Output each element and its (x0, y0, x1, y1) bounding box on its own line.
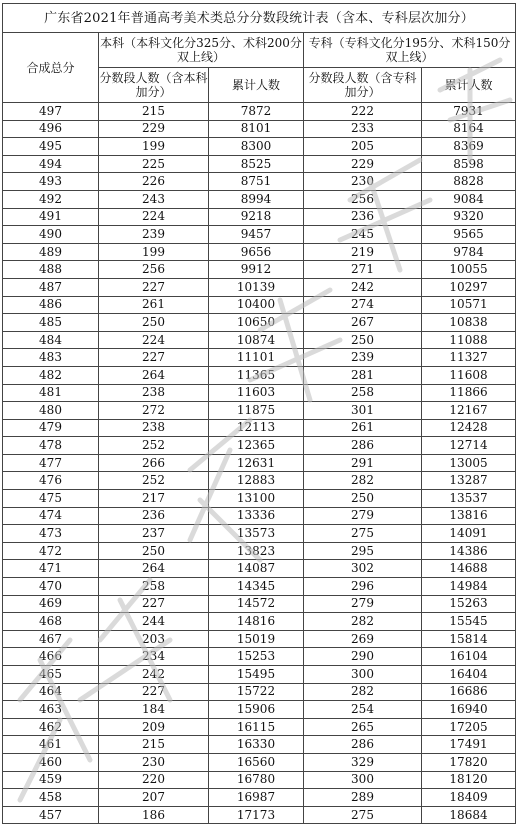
table-row (3, 437, 516, 455)
cell-benke-cumulative: 13823 (209, 542, 304, 560)
table-row (3, 525, 516, 543)
cell-benke-cumulative: 16987 (209, 789, 304, 807)
header-zhuanke: 专科（专科文化分195分、术科150分双上线） (304, 33, 516, 68)
cell-zhuanke-count: 302 (304, 560, 422, 578)
cell-benke-count: 220 (99, 771, 209, 789)
header-zhuanke-cumulative: 累计人数 (422, 68, 516, 103)
cell-benke-count: 199 (99, 138, 209, 156)
cell-total-score: 458 (3, 789, 99, 807)
cell-total-score: 468 (3, 613, 99, 631)
table-row (3, 454, 516, 472)
table-title: 广东省2021年普通高考美术类总分分数段统计表（含本、专科层次加分） (3, 4, 516, 33)
header-zhuanke-count: 分数段人数（含专科加分） (304, 68, 422, 103)
cell-zhuanke-cumulative: 18409 (422, 789, 516, 807)
cell-zhuanke-cumulative: 9565 (422, 226, 516, 244)
cell-benke-cumulative: 10650 (209, 314, 304, 332)
cell-zhuanke-count: 254 (304, 701, 422, 719)
table-row (3, 226, 516, 244)
table-row (3, 190, 516, 208)
cell-zhuanke-count: 295 (304, 542, 422, 560)
cell-benke-count: 215 (99, 103, 209, 121)
table-row (3, 261, 516, 279)
cell-benke-cumulative: 16115 (209, 718, 304, 736)
cell-benke-count: 234 (99, 648, 209, 666)
table-row (3, 472, 516, 490)
table-row (3, 419, 516, 437)
table-row (3, 208, 516, 226)
cell-benke-count: 261 (99, 296, 209, 314)
table-row (3, 243, 516, 261)
cell-zhuanke-cumulative: 8598 (422, 155, 516, 173)
table-row (3, 402, 516, 420)
cell-total-score: 487 (3, 278, 99, 296)
cell-benke-cumulative: 12631 (209, 454, 304, 472)
cell-total-score: 466 (3, 648, 99, 666)
table-row (3, 296, 516, 314)
cell-zhuanke-cumulative: 13005 (422, 454, 516, 472)
table-row (3, 613, 516, 631)
cell-zhuanke-count: 236 (304, 208, 422, 226)
cell-benke-count: 224 (99, 208, 209, 226)
table-row (3, 683, 516, 701)
cell-total-score: 477 (3, 454, 99, 472)
cell-zhuanke-cumulative: 17820 (422, 753, 516, 771)
cell-benke-cumulative: 10874 (209, 331, 304, 349)
cell-benke-count: 256 (99, 261, 209, 279)
table-body (3, 103, 516, 824)
cell-total-score: 465 (3, 666, 99, 684)
table-row (3, 771, 516, 789)
cell-benke-count: 252 (99, 472, 209, 490)
cell-benke-count: 209 (99, 718, 209, 736)
cell-zhuanke-cumulative: 17205 (422, 718, 516, 736)
cell-zhuanke-count: 289 (304, 789, 422, 807)
cell-benke-count: 236 (99, 507, 209, 525)
table-row (3, 490, 516, 508)
cell-zhuanke-count: 301 (304, 402, 422, 420)
cell-benke-cumulative: 14345 (209, 578, 304, 596)
cell-zhuanke-count: 265 (304, 718, 422, 736)
table-row (3, 666, 516, 684)
table-title-row (3, 4, 516, 33)
cell-benke-count: 238 (99, 384, 209, 402)
cell-benke-count: 250 (99, 314, 209, 332)
cell-benke-count: 272 (99, 402, 209, 420)
cell-zhuanke-cumulative: 15263 (422, 595, 516, 613)
cell-zhuanke-cumulative: 9320 (422, 208, 516, 226)
cell-total-score: 483 (3, 349, 99, 367)
cell-zhuanke-cumulative: 11327 (422, 349, 516, 367)
cell-benke-cumulative: 10139 (209, 278, 304, 296)
table-row (3, 331, 516, 349)
cell-benke-count: 242 (99, 666, 209, 684)
cell-zhuanke-cumulative: 17491 (422, 736, 516, 754)
cell-zhuanke-count: 329 (304, 753, 422, 771)
cell-benke-count: 264 (99, 560, 209, 578)
cell-zhuanke-cumulative: 16686 (422, 683, 516, 701)
cell-zhuanke-cumulative: 9784 (422, 243, 516, 261)
cell-total-score: 463 (3, 701, 99, 719)
cell-zhuanke-count: 275 (304, 525, 422, 543)
cell-total-score: 484 (3, 331, 99, 349)
cell-zhuanke-count: 300 (304, 771, 422, 789)
cell-benke-cumulative: 10400 (209, 296, 304, 314)
cell-zhuanke-count: 282 (304, 472, 422, 490)
cell-zhuanke-count: 242 (304, 278, 422, 296)
header-row-1 (3, 33, 516, 68)
cell-benke-count: 266 (99, 454, 209, 472)
cell-benke-cumulative: 7872 (209, 103, 304, 121)
cell-total-score: 482 (3, 366, 99, 384)
cell-benke-count: 230 (99, 753, 209, 771)
cell-total-score: 497 (3, 103, 99, 121)
score-distribution-table (2, 3, 516, 824)
cell-benke-count: 186 (99, 806, 209, 824)
table-row (3, 701, 516, 719)
cell-total-score: 479 (3, 419, 99, 437)
cell-zhuanke-cumulative: 10838 (422, 314, 516, 332)
cell-zhuanke-count: 245 (304, 226, 422, 244)
cell-benke-count: 227 (99, 349, 209, 367)
cell-zhuanke-count: 230 (304, 173, 422, 191)
cell-benke-cumulative: 14816 (209, 613, 304, 631)
cell-zhuanke-cumulative: 16404 (422, 666, 516, 684)
cell-benke-cumulative: 8994 (209, 190, 304, 208)
cell-zhuanke-count: 205 (304, 138, 422, 156)
cell-zhuanke-cumulative: 11866 (422, 384, 516, 402)
cell-benke-cumulative: 14572 (209, 595, 304, 613)
cell-benke-cumulative: 15253 (209, 648, 304, 666)
cell-zhuanke-cumulative: 14386 (422, 542, 516, 560)
cell-total-score: 467 (3, 630, 99, 648)
cell-total-score: 457 (3, 806, 99, 824)
table-row (3, 718, 516, 736)
table-row (3, 384, 516, 402)
header-total-score: 合成总分 (3, 33, 99, 103)
cell-zhuanke-cumulative: 18684 (422, 806, 516, 824)
cell-zhuanke-cumulative: 12167 (422, 402, 516, 420)
cell-total-score: 493 (3, 173, 99, 191)
cell-zhuanke-cumulative: 14091 (422, 525, 516, 543)
cell-benke-count: 250 (99, 542, 209, 560)
cell-benke-cumulative: 14087 (209, 560, 304, 578)
cell-zhuanke-cumulative: 7931 (422, 103, 516, 121)
cell-benke-cumulative: 16560 (209, 753, 304, 771)
cell-zhuanke-count: 233 (304, 120, 422, 138)
cell-zhuanke-cumulative: 10055 (422, 261, 516, 279)
cell-zhuanke-cumulative: 12428 (422, 419, 516, 437)
cell-zhuanke-cumulative: 11088 (422, 331, 516, 349)
table-row (3, 595, 516, 613)
table-row (3, 507, 516, 525)
cell-zhuanke-cumulative: 15545 (422, 613, 516, 631)
cell-benke-count: 184 (99, 701, 209, 719)
cell-benke-cumulative: 12365 (209, 437, 304, 455)
cell-zhuanke-count: 275 (304, 806, 422, 824)
cell-benke-cumulative: 8751 (209, 173, 304, 191)
table-row (3, 578, 516, 596)
table-row (3, 736, 516, 754)
header-benke-count: 分数段人数（含本科加分） (99, 68, 209, 103)
cell-benke-cumulative: 15495 (209, 666, 304, 684)
cell-benke-count: 203 (99, 630, 209, 648)
cell-benke-count: 227 (99, 595, 209, 613)
cell-zhuanke-count: 269 (304, 630, 422, 648)
cell-benke-cumulative: 8101 (209, 120, 304, 138)
cell-zhuanke-cumulative: 8828 (422, 173, 516, 191)
cell-total-score: 492 (3, 190, 99, 208)
cell-total-score: 462 (3, 718, 99, 736)
cell-total-score: 459 (3, 771, 99, 789)
cell-benke-count: 264 (99, 366, 209, 384)
table-row (3, 349, 516, 367)
cell-benke-cumulative: 16330 (209, 736, 304, 754)
header-benke-cumulative: 累计人数 (209, 68, 304, 103)
cell-zhuanke-cumulative: 16940 (422, 701, 516, 719)
cell-zhuanke-cumulative: 8369 (422, 138, 516, 156)
table-row (3, 789, 516, 807)
cell-zhuanke-count: 300 (304, 666, 422, 684)
cell-zhuanke-count: 281 (304, 366, 422, 384)
cell-total-score: 470 (3, 578, 99, 596)
cell-zhuanke-cumulative: 12714 (422, 437, 516, 455)
cell-total-score: 486 (3, 296, 99, 314)
cell-zhuanke-count: 279 (304, 507, 422, 525)
cell-zhuanke-cumulative: 10297 (422, 278, 516, 296)
cell-total-score: 474 (3, 507, 99, 525)
cell-total-score: 491 (3, 208, 99, 226)
cell-zhuanke-cumulative: 13816 (422, 507, 516, 525)
cell-benke-cumulative: 13336 (209, 507, 304, 525)
cell-total-score: 473 (3, 525, 99, 543)
cell-total-score: 471 (3, 560, 99, 578)
cell-zhuanke-cumulative: 10571 (422, 296, 516, 314)
cell-zhuanke-cumulative: 18120 (422, 771, 516, 789)
cell-zhuanke-cumulative: 14984 (422, 578, 516, 596)
cell-zhuanke-count: 239 (304, 349, 422, 367)
cell-benke-count: 207 (99, 789, 209, 807)
cell-zhuanke-count: 279 (304, 595, 422, 613)
table-row (3, 542, 516, 560)
cell-total-score: 469 (3, 595, 99, 613)
cell-benke-cumulative: 9218 (209, 208, 304, 226)
cell-benke-cumulative: 9457 (209, 226, 304, 244)
cell-benke-count: 199 (99, 243, 209, 261)
cell-zhuanke-cumulative: 8164 (422, 120, 516, 138)
table-row (3, 278, 516, 296)
cell-benke-count: 224 (99, 331, 209, 349)
cell-benke-count: 239 (99, 226, 209, 244)
cell-benke-count: 229 (99, 120, 209, 138)
cell-total-score: 472 (3, 542, 99, 560)
cell-benke-count: 244 (99, 613, 209, 631)
cell-zhuanke-count: 296 (304, 578, 422, 596)
cell-total-score: 489 (3, 243, 99, 261)
cell-benke-cumulative: 8525 (209, 155, 304, 173)
cell-benke-cumulative: 13100 (209, 490, 304, 508)
cell-benke-cumulative: 15906 (209, 701, 304, 719)
cell-benke-cumulative: 9656 (209, 243, 304, 261)
cell-total-score: 494 (3, 155, 99, 173)
cell-zhuanke-cumulative: 9084 (422, 190, 516, 208)
cell-zhuanke-cumulative: 14688 (422, 560, 516, 578)
table-row (3, 103, 516, 121)
table-row (3, 314, 516, 332)
cell-zhuanke-count: 267 (304, 314, 422, 332)
cell-benke-cumulative: 15722 (209, 683, 304, 701)
table-row (3, 560, 516, 578)
cell-benke-cumulative: 16780 (209, 771, 304, 789)
cell-zhuanke-count: 286 (304, 437, 422, 455)
cell-zhuanke-count: 290 (304, 648, 422, 666)
cell-benke-cumulative: 12113 (209, 419, 304, 437)
table-row (3, 753, 516, 771)
cell-total-score: 476 (3, 472, 99, 490)
cell-benke-count: 227 (99, 278, 209, 296)
cell-benke-count: 226 (99, 173, 209, 191)
table-row (3, 366, 516, 384)
cell-zhuanke-cumulative: 15814 (422, 630, 516, 648)
cell-benke-count: 238 (99, 419, 209, 437)
cell-zhuanke-count: 222 (304, 103, 422, 121)
cell-benke-cumulative: 9912 (209, 261, 304, 279)
cell-total-score: 480 (3, 402, 99, 420)
cell-total-score: 460 (3, 753, 99, 771)
table-row (3, 173, 516, 191)
cell-benke-cumulative: 13573 (209, 525, 304, 543)
cell-zhuanke-count: 271 (304, 261, 422, 279)
cell-zhuanke-count: 274 (304, 296, 422, 314)
cell-benke-cumulative: 11365 (209, 366, 304, 384)
cell-benke-cumulative: 11875 (209, 402, 304, 420)
cell-benke-count: 237 (99, 525, 209, 543)
cell-zhuanke-count: 291 (304, 454, 422, 472)
cell-benke-cumulative: 11603 (209, 384, 304, 402)
table-row (3, 806, 516, 824)
table-row (3, 155, 516, 173)
table-row (3, 138, 516, 156)
table-row (3, 648, 516, 666)
cell-benke-count: 227 (99, 683, 209, 701)
cell-zhuanke-count: 250 (304, 331, 422, 349)
cell-total-score: 485 (3, 314, 99, 332)
cell-benke-count: 217 (99, 490, 209, 508)
cell-zhuanke-count: 256 (304, 190, 422, 208)
cell-benke-count: 225 (99, 155, 209, 173)
score-table-sheet (2, 3, 515, 824)
cell-total-score: 475 (3, 490, 99, 508)
cell-total-score: 490 (3, 226, 99, 244)
cell-benke-count: 258 (99, 578, 209, 596)
cell-zhuanke-count: 229 (304, 155, 422, 173)
cell-total-score: 481 (3, 384, 99, 402)
cell-benke-cumulative: 11101 (209, 349, 304, 367)
cell-zhuanke-count: 219 (304, 243, 422, 261)
cell-zhuanke-count: 250 (304, 490, 422, 508)
cell-zhuanke-cumulative: 13287 (422, 472, 516, 490)
cell-zhuanke-count: 282 (304, 683, 422, 701)
cell-zhuanke-count: 258 (304, 384, 422, 402)
cell-total-score: 495 (3, 138, 99, 156)
cell-zhuanke-cumulative: 16104 (422, 648, 516, 666)
cell-benke-cumulative: 17173 (209, 806, 304, 824)
cell-benke-cumulative: 12883 (209, 472, 304, 490)
cell-total-score: 496 (3, 120, 99, 138)
cell-zhuanke-count: 286 (304, 736, 422, 754)
cell-zhuanke-cumulative: 11608 (422, 366, 516, 384)
cell-total-score: 461 (3, 736, 99, 754)
cell-total-score: 488 (3, 261, 99, 279)
cell-zhuanke-cumulative: 13537 (422, 490, 516, 508)
cell-benke-cumulative: 15019 (209, 630, 304, 648)
cell-benke-count: 215 (99, 736, 209, 754)
table-row (3, 630, 516, 648)
cell-benke-count: 252 (99, 437, 209, 455)
cell-zhuanke-count: 282 (304, 613, 422, 631)
table-row (3, 120, 516, 138)
cell-benke-cumulative: 8300 (209, 138, 304, 156)
header-benke: 本科（本科文化分325分、术科200分双上线） (99, 33, 304, 68)
cell-benke-count: 243 (99, 190, 209, 208)
cell-total-score: 464 (3, 683, 99, 701)
cell-zhuanke-count: 261 (304, 419, 422, 437)
cell-total-score: 478 (3, 437, 99, 455)
